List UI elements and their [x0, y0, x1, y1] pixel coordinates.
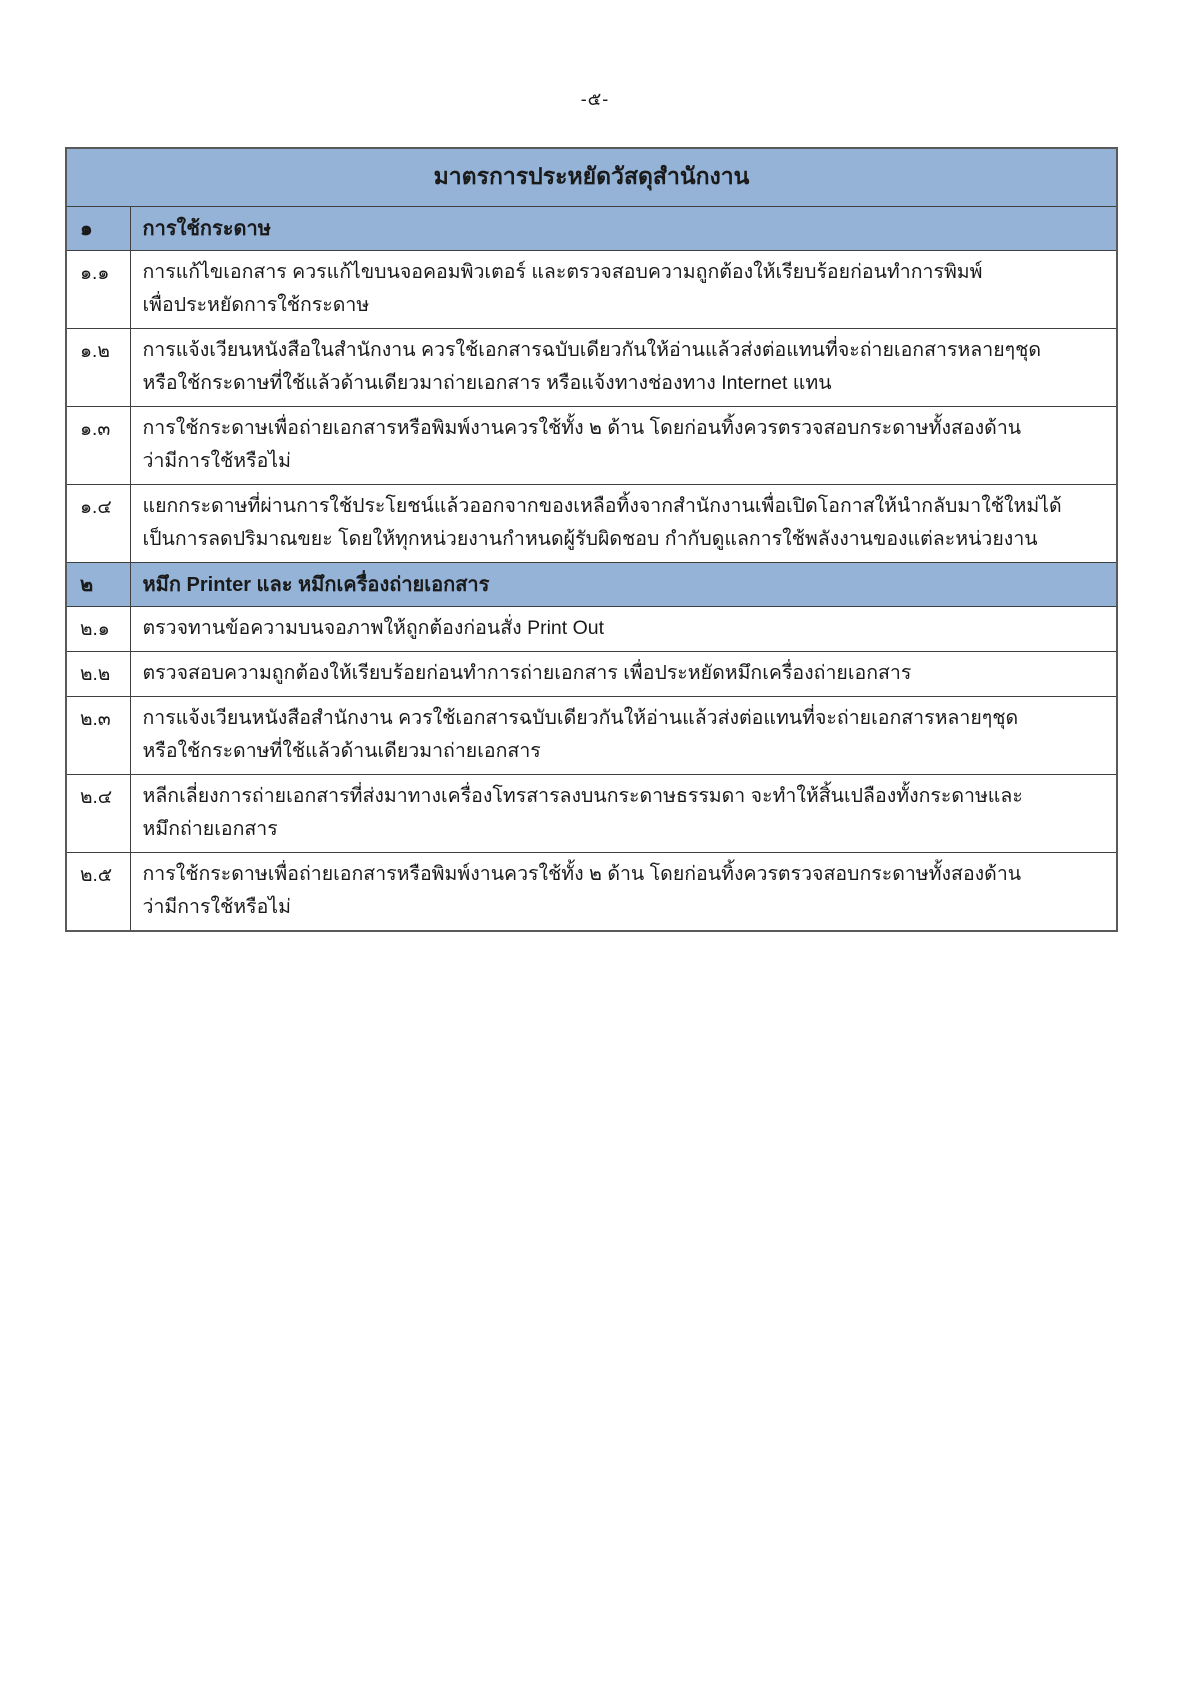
item-row-๒.๓: [66, 696, 1117, 774]
item-text-line: การแจ้งเวียนหนังสือสำนักงาน ควรใช้เอกสารฉบับเดียวกันให้อ่านแล้วส่งต่อแทนที่จะถ่ายเอกสารหลายๆชุด: [142, 706, 1019, 729]
item-text: [130, 696, 1117, 774]
item-text: [130, 328, 1117, 406]
item-text-line: การแจ้งเวียนหนังสือในสำนักงาน ควรใช้เอกสารฉบับเดียวกันให้อ่านแล้วส่งต่อแทนที่จะถ่ายเอกสารหลายๆชุด: [142, 338, 1041, 361]
item-text: [130, 406, 1117, 484]
item-number: ๑.๑: [66, 250, 130, 328]
item-row-๑.๑: [66, 250, 1117, 328]
measures-table-container: [65, 147, 1118, 932]
item-text-line: การแก้ไขเอกสาร ควรแก้ไขบนจอคอมพิวเตอร์ และตรวจสอบความถูกต้องให้เรียบร้อยก่อนทำการพิมพ์: [142, 260, 983, 283]
item-text-line: แยกกระดาษที่ผ่านการใช้ประโยชน์แล้วออกจากของเหลือทิ้งจากสำนักงานเพื่อเปิดโอกาสให้นำกลับมาใช้ใหม่ได้: [142, 494, 1062, 517]
section-number: ๒: [66, 562, 130, 606]
item-text: [130, 606, 1117, 651]
section-row-๑: [66, 206, 1117, 250]
item-number: ๑.๒: [66, 328, 130, 406]
item-row-๒.๑: [66, 606, 1117, 651]
item-number: ๒.๕: [66, 852, 130, 931]
item-text-line: ตรวจสอบความถูกต้องให้เรียบร้อยก่อนทำการถ่ายเอกสาร เพื่อประหยัดหมึกเครื่องถ่ายเอกสาร: [142, 661, 912, 684]
item-row-๑.๓: [66, 406, 1117, 484]
item-number: ๒.๒: [66, 651, 130, 696]
item-text: [130, 774, 1117, 852]
item-text: [130, 250, 1117, 328]
item-text: [130, 651, 1117, 696]
measures-table: [65, 147, 1118, 932]
item-number: ๒.๔: [66, 774, 130, 852]
item-text-line: หลีกเลี่ยงการถ่ายเอกสารที่ส่งมาทางเครื่องโทรสารลงบนกระดาษธรรมดา จะทำให้สิ้นเปลืองทั้งกระดาษและ: [142, 784, 1023, 807]
item-text: [130, 484, 1117, 562]
item-text-line: ว่ามีการใช้หรือไม่: [142, 895, 291, 918]
item-text-line: ตรวจทานข้อความบนจอภาพให้ถูกต้องก่อนสั่ง Print Out: [142, 616, 605, 639]
item-row-๑.๒: [66, 328, 1117, 406]
item-number: ๒.๑: [66, 606, 130, 651]
item-text-line: การใช้กระดาษเพื่อถ่ายเอกสารหรือพิมพ์งานควรใช้ทั้ง ๒ ด้าน โดยก่อนทิ้งควรตรวจสอบกระดาษทั้งสองด้าน: [142, 862, 1022, 885]
table-title-row: [66, 148, 1117, 206]
section-title: หมึก Printer และ หมึกเครื่องถ่ายเอกสาร: [130, 562, 1117, 606]
item-text-line: ว่ามีการใช้หรือไม่: [142, 449, 291, 472]
item-text: [130, 852, 1117, 931]
item-number: ๑.๔: [66, 484, 130, 562]
item-text-line: การใช้กระดาษเพื่อถ่ายเอกสารหรือพิมพ์งานควรใช้ทั้ง ๒ ด้าน โดยก่อนทิ้งควรตรวจสอบกระดาษทั้งสองด้าน: [142, 416, 1022, 439]
item-number: ๑.๓: [66, 406, 130, 484]
item-number: ๒.๓: [66, 696, 130, 774]
item-text-line: หรือใช้กระดาษที่ใช้แล้วด้านเดียวมาถ่ายเอกสาร: [142, 739, 541, 762]
table-title: มาตรการประหยัดวัสดุสำนักงาน: [66, 148, 1117, 206]
measures-table-body: [66, 148, 1117, 931]
item-row-๑.๔: [66, 484, 1117, 562]
item-row-๒.๕: [66, 852, 1117, 931]
page-number: -๕-: [580, 89, 610, 109]
item-row-๒.๔: [66, 774, 1117, 852]
section-row-๒: [66, 562, 1117, 606]
section-number: ๑: [66, 206, 130, 250]
item-row-๒.๒: [66, 651, 1117, 696]
item-text-line: หรือใช้กระดาษที่ใช้แล้วด้านเดียวมาถ่ายเอกสาร หรือแจ้งทางช่องทาง Internet แทน: [142, 371, 832, 394]
item-text-line: หมึกถ่ายเอกสาร: [142, 817, 278, 840]
section-title: การใช้กระดาษ: [130, 206, 1117, 250]
item-text-line: เป็นการลดปริมาณขยะ โดยให้ทุกหน่วยงานกำหนดผู้รับผิดชอบ กำกับดูแลการใช้พลังงานของแต่ละหน่วยงาน: [142, 527, 1038, 550]
item-text-line: เพื่อประหยัดการใช้กระดาษ: [142, 293, 370, 316]
